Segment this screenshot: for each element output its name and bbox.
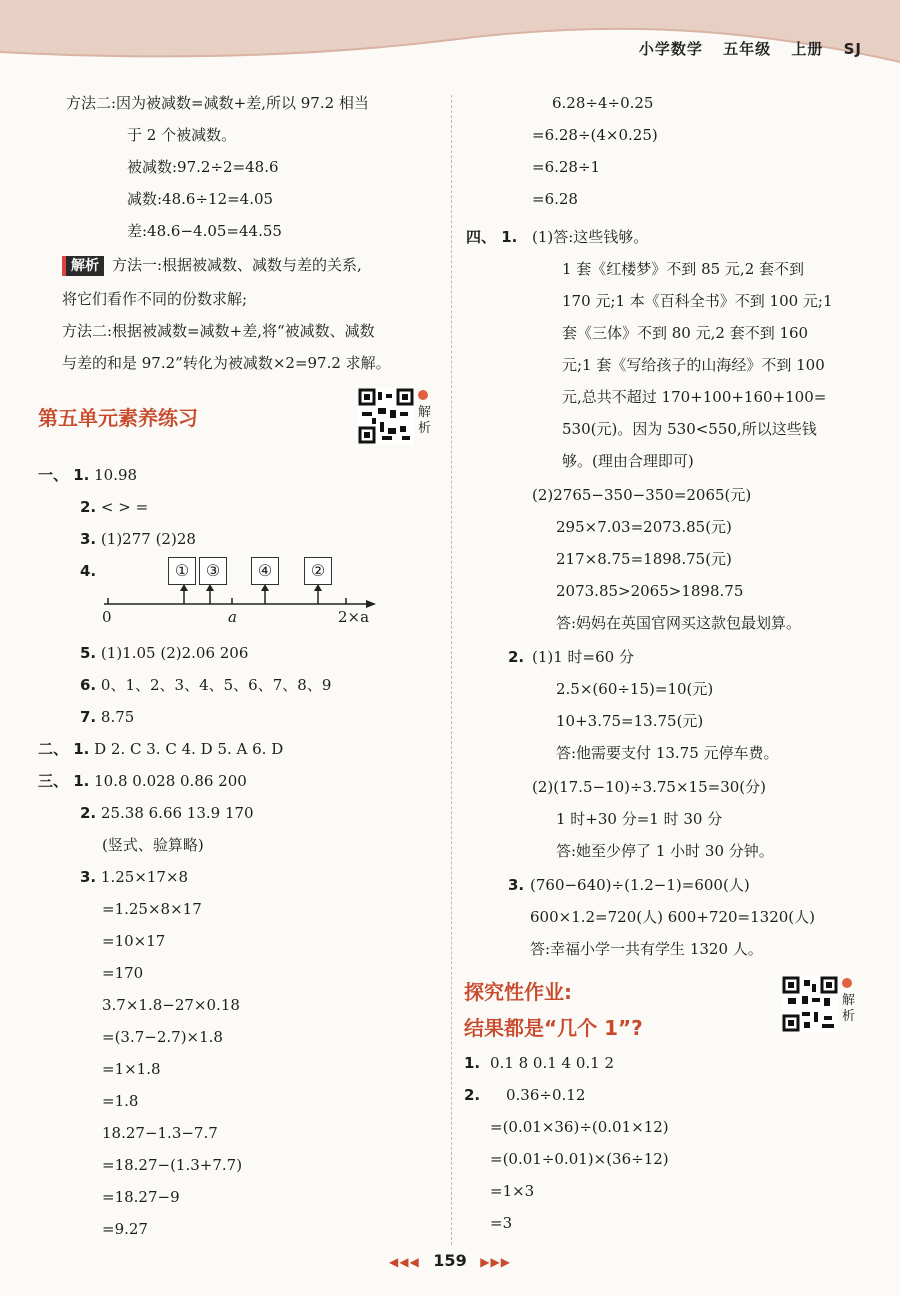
calc-line-r: =6.28÷1	[532, 158, 601, 176]
next-arrows-icon: ▶▶▶	[480, 1255, 511, 1269]
s4-line: 2073.85>2065>1898.75	[556, 582, 744, 600]
item-2: 二、 1. D 2. C 3. C 4. D 5. A 6. D	[38, 740, 284, 758]
calc-line: =1.25×8×17	[102, 900, 202, 918]
q2-label: 2.	[508, 648, 525, 666]
qr-code-right[interactable]	[782, 976, 838, 1032]
explore-title-2: 结果都是“几个 1”?	[464, 1016, 643, 1040]
method2-line-3: 被减数:97.2÷2=48.6	[127, 158, 279, 176]
e2-line: =3	[490, 1214, 513, 1232]
s4-line: (1)答:这些钱够。	[532, 228, 649, 246]
calc-line: =(3.7−2.7)×1.8	[102, 1028, 223, 1046]
numberline-box-3: ④	[251, 557, 279, 585]
q2-line: 答:他需要支付 13.75 元停车费。	[556, 744, 779, 762]
s4-line: 295×7.03=2073.85(元)	[556, 518, 732, 536]
s4-line: 答:妈妈在英国官网买这款包最划算。	[556, 614, 802, 632]
s4-line: 217×8.75=1898.75(元)	[556, 550, 732, 568]
calc-line: =10×17	[102, 932, 166, 950]
q2-line: (2)(17.5−10)÷3.75×15=30(分)	[532, 778, 766, 796]
s4-line: 元,总共不超过 170+100+160+100=	[562, 388, 827, 406]
s4-line: 套《三体》不到 80 元,2 套不到 160	[562, 324, 809, 342]
page-number: 159	[433, 1251, 467, 1270]
section-4-label: 四、 1.	[466, 228, 518, 246]
numberline-box-1: ①	[168, 557, 196, 585]
header-subject: 小学数学	[638, 40, 703, 58]
calc-line-r: =6.28÷(4×0.25)	[532, 126, 658, 144]
e2-line: =1×3	[490, 1182, 535, 1200]
s4-line: 够。(理由合理即可)	[562, 452, 694, 470]
numberline-label-0: 0	[102, 608, 112, 626]
e2-line: 0.36÷0.12	[506, 1086, 586, 1104]
explore-title-1: 探究性作业:	[464, 980, 572, 1004]
s4-line: 170 元;1 本《百科全书》不到 100 元;1	[562, 292, 833, 310]
s4-line: 1 套《红楼梦》不到 85 元,2 套不到	[562, 260, 805, 278]
e2-label: 2.	[464, 1086, 481, 1104]
s4-line: 530(元)。因为 530<550,所以这些钱	[562, 420, 817, 438]
qr-play-icon-right	[842, 978, 852, 988]
q2-line: 1 时+30 分=1 时 30 分	[556, 810, 723, 828]
numberline-label-2a: 2×a	[338, 608, 370, 626]
q2-line: 10+3.75=13.75(元)	[556, 712, 704, 730]
e1-label: 1.	[464, 1054, 481, 1072]
method2-line-2: 于 2 个被减数。	[127, 126, 237, 144]
jiexi-line-2: 将它们看作不同的份数求解;	[62, 290, 248, 308]
item-1-2: 2. < > =	[80, 498, 149, 516]
item-1-5: 5. (1)1.05 (2)2.06 206	[80, 644, 249, 662]
s4-line: (2)2765−350−350=2065(元)	[532, 486, 752, 504]
item-3-2: 2. 25.38 6.66 13.9 170	[80, 804, 254, 822]
calc-line: =18.27−9	[102, 1188, 180, 1206]
item-3-3: 3. 1.25×17×8	[80, 868, 189, 886]
header-edition: SJ	[843, 40, 862, 58]
q2-line: 2.5×(60÷15)=10(元)	[556, 680, 714, 698]
method2-line-4: 减数:48.6÷12=4.05	[127, 190, 274, 208]
jiexi-line-4: 与差的和是 97.2”转化为被减数×2=97.2 求解。	[62, 354, 391, 372]
calc-line: =9.27	[102, 1220, 148, 1238]
item-1-7: 7. 8.75	[80, 708, 135, 726]
numberline-box-2: ③	[199, 557, 227, 585]
qr-play-icon-left	[418, 390, 428, 400]
numberline-label-a: a	[228, 608, 237, 626]
calc-line-r: 6.28÷4÷0.25	[552, 94, 654, 112]
jiexi-text-1: 方法一:根据被减数、减数与差的关系,	[112, 256, 362, 274]
q2-line: (1)1 时=60 分	[532, 648, 634, 666]
numberline-box-4: ②	[304, 557, 332, 585]
e1-text: 0.1 8 0.1 4 0.1 2	[490, 1054, 615, 1072]
method2-line-1: 方法二:因为被减数=减数+差,所以 97.2 相当	[66, 94, 369, 112]
item-1-1: 一、 1. 10.98	[38, 466, 138, 484]
calc-line: =1×1.8	[102, 1060, 161, 1078]
prev-arrows-icon: ◀◀◀	[389, 1255, 420, 1269]
calc-line-r: =6.28	[532, 190, 578, 208]
qr-label-left: 解析	[418, 405, 432, 436]
q3-line: (760−640)÷(1.2−1)=600(人)	[530, 876, 750, 894]
header-grade: 五年级	[723, 40, 772, 58]
e2-line: =(0.01×36)÷(0.01×12)	[490, 1118, 669, 1136]
item-3-1: 三、 1. 10.8 0.028 0.86 200	[38, 772, 247, 790]
calc-line: =1.8	[102, 1092, 139, 1110]
item-3-2-note: (竖式、验算略)	[102, 836, 204, 854]
e2-line: =(0.01÷0.01)×(36÷12)	[490, 1150, 669, 1168]
unit-title: 第五单元素养练习	[38, 406, 198, 430]
calc-line: =170	[102, 964, 144, 982]
page-footer	[0, 1251, 900, 1270]
s4-line: 元;1 套《写给孩子的山海经》不到 100	[562, 356, 825, 374]
column-divider	[451, 95, 452, 1245]
jiexi-line-1	[62, 254, 362, 276]
calc-line: 18.27−1.3−7.7	[102, 1124, 218, 1142]
item-1-6: 6. 0、1、2、3、4、5、6、7、8、9	[80, 676, 332, 694]
jiexi-tag: 解析	[62, 256, 104, 276]
header-volume: 上册	[791, 40, 824, 58]
qr-code-left[interactable]	[358, 388, 414, 444]
calc-line: =18.27−(1.3+7.7)	[102, 1156, 243, 1174]
item-1-4: 4.	[80, 562, 97, 580]
q3-line: 600×1.2=720(人) 600+720=1320(人)	[530, 908, 816, 926]
calc-line: 3.7×1.8−27×0.18	[102, 996, 240, 1014]
item-1-3: 3. (1)277 (2)28	[80, 530, 196, 548]
qr-label-right: 解析	[842, 993, 856, 1024]
q3-line: 答:幸福小学一共有学生 1320 人。	[530, 940, 763, 958]
header-info	[625, 38, 862, 59]
jiexi-line-3: 方法二:根据被减数=减数+差,将“被减数、减数	[62, 322, 375, 340]
q2-line: 答:她至少停了 1 小时 30 分钟。	[556, 842, 774, 860]
method2-line-5: 差:48.6−4.05=44.55	[127, 222, 282, 240]
q3-label: 3.	[508, 876, 525, 894]
